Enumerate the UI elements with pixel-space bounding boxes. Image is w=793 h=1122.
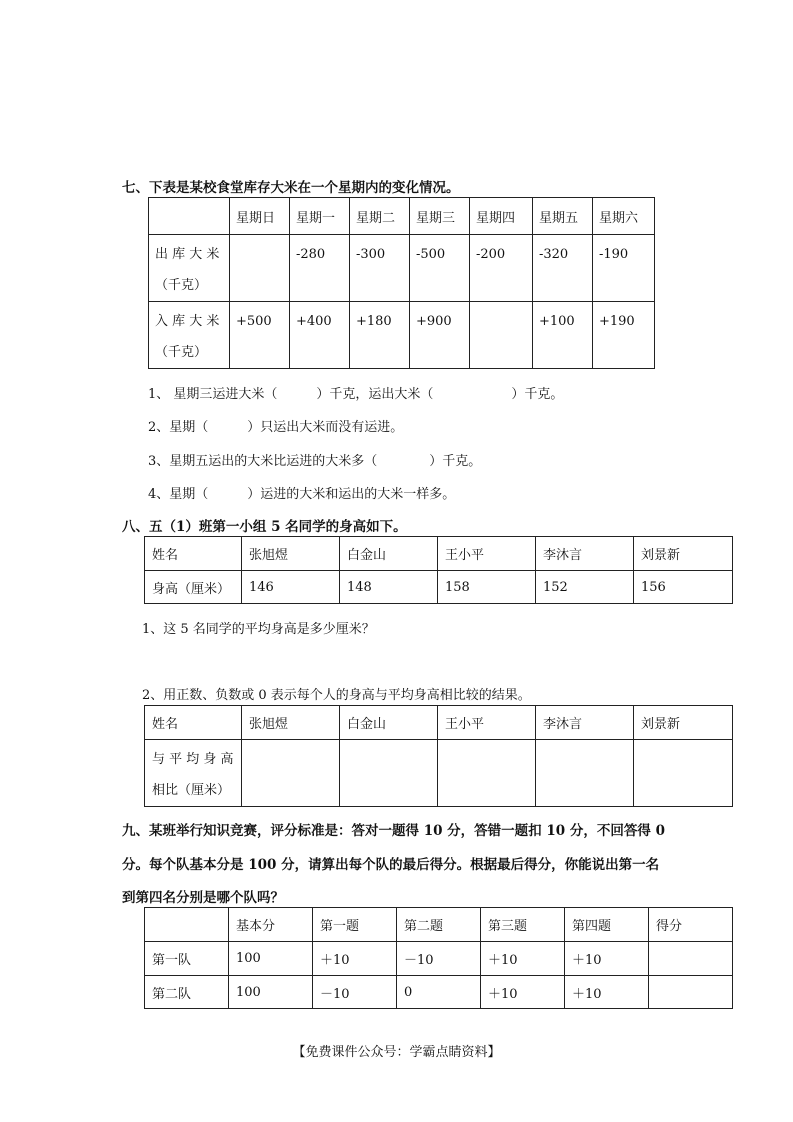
q9-header-cell: 第二题 — [397, 908, 481, 942]
q9-header-cell: 基本分 — [229, 908, 313, 942]
q9-cell: ＋10 — [481, 942, 565, 976]
q8-cell: 张旭煜 — [242, 706, 340, 740]
q7-header-row — [149, 198, 655, 235]
q9-header-cell: 得分 — [649, 908, 733, 942]
q7-header-cell: 星期一 — [290, 198, 350, 235]
q7-cell — [230, 235, 290, 302]
q9-cell: 100 — [229, 976, 313, 1009]
q9-team-row — [145, 942, 733, 976]
q7-row-label-line1: 出 库 大 米 — [155, 247, 220, 262]
q8-cell: 身高（厘米） — [145, 571, 242, 604]
q8-cell: 156 — [634, 571, 733, 604]
q7-cell: -190 — [593, 235, 655, 302]
q9-cell: 第二队 — [145, 976, 229, 1009]
q9-cell: ＋10 — [565, 942, 649, 976]
q7-cell: +190 — [593, 302, 655, 369]
q7-cell: +400 — [290, 302, 350, 369]
q8-answer-cell[interactable] — [536, 740, 634, 807]
q8-cell: 白金山 — [340, 706, 438, 740]
q8-cell: 李沐言 — [536, 537, 634, 571]
q7-cell: +900 — [410, 302, 470, 369]
q7-header-cell: 星期三 — [410, 198, 470, 235]
q9-cell: ＋10 — [313, 942, 397, 976]
q9-score-answer-cell[interactable] — [649, 976, 733, 1009]
q8-answer-cell[interactable] — [242, 740, 340, 807]
q9-cell: 第一队 — [145, 942, 229, 976]
q7-row-label-line2: （千克） — [155, 278, 208, 293]
q9-score-table — [144, 907, 733, 1009]
q7-cell: -320 — [533, 235, 593, 302]
q7-row-in — [149, 302, 655, 369]
q8-cell: 李沐言 — [536, 706, 634, 740]
q9-header-cell: 第三题 — [481, 908, 565, 942]
q8-cell: 张旭煜 — [242, 537, 340, 571]
q9-header-cell: 第一题 — [313, 908, 397, 942]
q8-compare-table — [144, 705, 733, 807]
q8-cell: 白金山 — [340, 537, 438, 571]
q8-sub-2: 2、用正数、负数或 0 表示每个人的身高与平均身高相比较的结果。 — [142, 688, 531, 703]
q8-cell: 姓名 — [145, 706, 242, 740]
q9-header-cell: 第四题 — [565, 908, 649, 942]
q9-score-answer-cell[interactable] — [649, 942, 733, 976]
q9-cell: －10 — [397, 942, 481, 976]
q7-row-out — [149, 235, 655, 302]
q8-table1-row2 — [145, 571, 733, 604]
q8-cell: 148 — [340, 571, 438, 604]
q8-cell: 刘景新 — [634, 537, 733, 571]
q7-cell: +500 — [230, 302, 290, 369]
q7-header-cell — [149, 198, 230, 235]
q8-answer-cell[interactable] — [340, 740, 438, 807]
q7-header-cell: 星期二 — [350, 198, 410, 235]
q9-team-row — [145, 976, 733, 1009]
q9-line-3: 到第四名分别是哪个队吗？ — [122, 890, 284, 906]
q8-cell: 王小平 — [438, 537, 536, 571]
q7-cell — [470, 302, 533, 369]
q9-cell: ＋10 — [565, 976, 649, 1009]
q9-header-cell — [145, 908, 229, 942]
q9-line-2: 分。每个队基本分是 100 分，请算出每个队的最后得分。根据最后得分，你能说出第一名 — [122, 857, 660, 873]
q7-cell: -300 — [350, 235, 410, 302]
q9-header-row — [145, 908, 733, 942]
q7-header-cell: 星期五 — [533, 198, 593, 235]
q8-cell: 152 — [536, 571, 634, 604]
q7-cell: -500 — [410, 235, 470, 302]
q7-cell: +180 — [350, 302, 410, 369]
q7-table — [148, 197, 655, 369]
q7-row-label — [149, 302, 230, 369]
q8-cell: 158 — [438, 571, 536, 604]
q7-cell: +100 — [533, 302, 593, 369]
q8-answer-cell[interactable] — [438, 740, 536, 807]
q9-cell: －10 — [313, 976, 397, 1009]
q8-compare-label — [145, 740, 242, 807]
q7-subq-1: 1、 星期三运进大米（ ）千克，运出大米（ ）千克。 — [148, 387, 564, 402]
q7-row-label-line2: （千克） — [155, 345, 208, 360]
q7-subq-2: 2、星期（ ）只运出大米而没有运进。 — [148, 420, 404, 435]
q8-table2-row1 — [145, 706, 733, 740]
q7-cell: -280 — [290, 235, 350, 302]
q7-row-label — [149, 235, 230, 302]
q7-cell: -200 — [470, 235, 533, 302]
q9-cell: 0 — [397, 976, 481, 1009]
q8-cell: 王小平 — [438, 706, 536, 740]
page-footer: 【免费课件公众号：学霸点睛资料】 — [292, 1045, 501, 1060]
q8-compare-label-line1: 与 平 均 身 高 — [152, 752, 234, 767]
q9-line-1: 九、某班举行知识竞赛，评分标准是：答对一题得 10 分，答错一题扣 10 分，不回答得 0 — [122, 823, 665, 839]
q7-title: 七、下表是某校食堂库存大米在一个星期内的变化情况。 — [122, 180, 460, 196]
q8-height-table — [144, 536, 733, 604]
q9-cell: ＋10 — [481, 976, 565, 1009]
q8-table2-row2 — [145, 740, 733, 807]
q7-subq-4: 4、星期（ ）运进的大米和运出的大米一样多。 — [148, 487, 456, 502]
q8-cell: 146 — [242, 571, 340, 604]
q7-header-cell: 星期六 — [593, 198, 655, 235]
q7-header-cell: 星期日 — [230, 198, 290, 235]
q8-title: 八、五（1）班第一小组 5 名同学的身高如下。 — [122, 519, 407, 535]
q8-cell: 刘景新 — [634, 706, 733, 740]
q8-table1-row1 — [145, 537, 733, 571]
q7-header-cell: 星期四 — [470, 198, 533, 235]
q8-cell: 姓名 — [145, 537, 242, 571]
q9-cell: 100 — [229, 942, 313, 976]
q7-subq-3: 3、星期五运出的大米比运进的大米多（ ）千克。 — [148, 454, 482, 469]
q7-row-label-line1: 入 库 大 米 — [155, 314, 220, 329]
q8-compare-label-line2: 相比（厘米） — [152, 783, 231, 798]
q8-answer-cell[interactable] — [634, 740, 733, 807]
q8-sub-1: 1、这 5 名同学的平均身高是多少厘米？ — [142, 622, 375, 637]
